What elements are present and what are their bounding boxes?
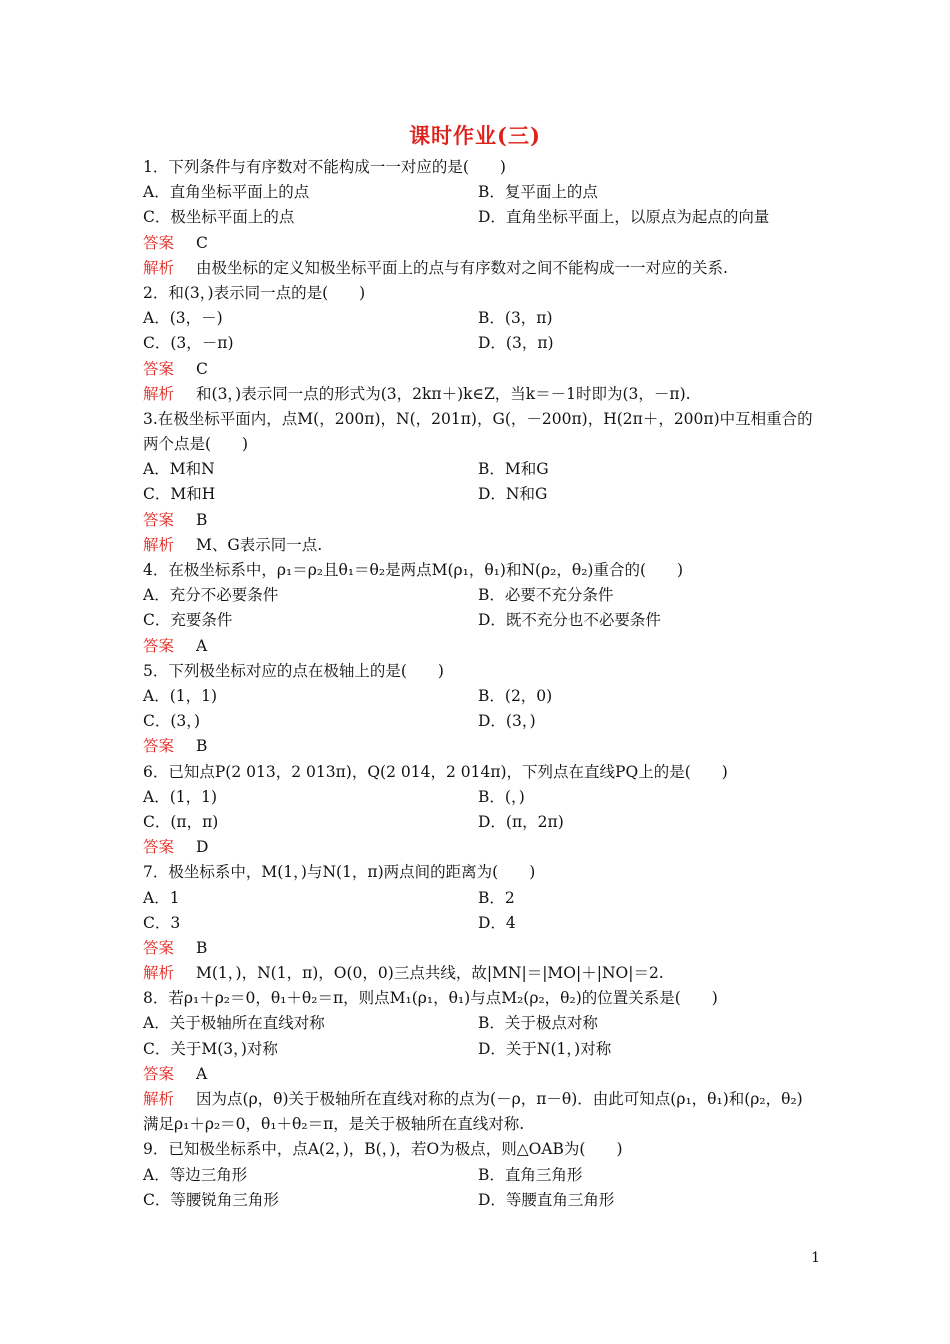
page-number: 1 [811, 1250, 820, 1266]
question-stem: 3.在极坐标平面内，点M(，200π)，N(，201π)，G(，－200π)，H(2π＋，200π)中互相重合的两个点是( ) [143, 409, 813, 454]
option-row [143, 1188, 813, 1213]
answer-line [143, 634, 813, 659]
analysis-tag: 解析 [143, 535, 175, 554]
option-c: C．(3，－π) [143, 334, 234, 353]
analysis-tag: 解析 [143, 258, 175, 277]
option-a: A．(1，1) [143, 787, 218, 806]
option-row [143, 180, 813, 205]
answer-tag: 答案 [143, 359, 175, 378]
option-row [143, 583, 813, 608]
answer-value: B [196, 737, 208, 756]
answer-tag: 答案 [143, 1064, 175, 1083]
option-row [143, 205, 813, 230]
analysis-tag: 解析 [143, 964, 175, 983]
option-b: B．M和G [478, 460, 549, 479]
option-c: C．等腰锐角三角形 [143, 1190, 279, 1209]
analysis-tag: 解析 [143, 1090, 175, 1109]
option-row [143, 886, 813, 911]
question-stem: 4．在极坐标系中，ρ₁＝ρ₂且θ₁＝θ₂是两点M(ρ₁，θ₁)和N(ρ₂，θ₂)重合的( ) [143, 561, 684, 580]
answer-line [143, 231, 813, 256]
answer-value: C [196, 359, 208, 378]
question-list [143, 155, 813, 1213]
question-stem: 9．已知极坐标系中，点A(2，)，B(，)，若O为极点，则△OAB为( ) [143, 1140, 623, 1159]
question-stem: 6．已知点P(2 013，2 013π)，Q(2 014，2 014π)，下列点在直线PQ上的是( ) [143, 762, 728, 781]
option-a: A．M和N [143, 460, 215, 479]
option-c: C．(π，π) [143, 812, 219, 831]
option-row [143, 810, 813, 835]
option-d: D．N和G [478, 485, 548, 504]
analysis-line [143, 382, 813, 407]
option-b: B．(2，0) [478, 687, 553, 705]
option-b: B．关于极点对称 [478, 1014, 598, 1033]
answer-value: B [196, 510, 208, 529]
answer-line [143, 508, 813, 533]
analysis-text: 由极坐标的定义知极坐标平面上的点与有序数对之间不能构成一一对应的关系. [196, 258, 728, 277]
analysis-text: 和(3，)表示同一点的形式为(3，2kπ＋)k∈Z，当k＝－1时即为(3，－π). [196, 384, 691, 403]
option-row [143, 709, 813, 734]
answer-line [143, 734, 813, 759]
option-a: A．(1，1) [143, 687, 218, 705]
option-row [143, 785, 813, 810]
option-b: B．复平面上的点 [478, 183, 598, 202]
option-b: B．(3，π) [478, 309, 553, 328]
option-d: D．既不充分也不必要条件 [478, 611, 661, 630]
answer-value: C [196, 233, 208, 252]
page-title: 课时作业(三) [409, 123, 541, 148]
analysis-line [143, 961, 813, 986]
option-b: B．直角三角形 [478, 1165, 583, 1184]
question-stem: 8．若ρ₁＋ρ₂＝0，θ₁＋θ₂＝π，则点M₁(ρ₁，θ₁)与点M₂(ρ₂，θ₂)的位置关系是( ) [143, 989, 718, 1008]
question-stem: 2．和(3，)表示同一点的是( ) [143, 283, 366, 302]
analysis-text: M(1，)，N(1，π)，O(0，0)三点共线，故|MN|＝|MO|＋|NO|＝2. [196, 964, 664, 983]
analysis-text: M、G表示同一点. [196, 535, 323, 554]
option-c: C．(3，) [143, 712, 201, 731]
option-a: A．充分不必要条件 [143, 586, 279, 605]
answer-tag: 答案 [143, 510, 175, 529]
option-c: C．充要条件 [143, 611, 233, 630]
option-row [143, 608, 813, 633]
answer-value: A [196, 636, 208, 655]
answer-tag: 答案 [143, 233, 175, 252]
option-c: C．3 [143, 913, 181, 932]
option-d: D．等腰直角三角形 [478, 1190, 615, 1209]
analysis-text: 因为点(ρ，θ)关于极轴所在直线对称的点为(－ρ，π－θ)．由此可知点(ρ₁，θ₁)和(ρ₂，θ₂)满足ρ₁＋ρ₂＝0，θ₁＋θ₂＝π，是关于极轴所在直线对称. [143, 1090, 803, 1134]
answer-tag: 答案 [143, 737, 175, 756]
question-stem: 7．极坐标系中，M(1，)与N(1，π)两点间的距离为( ) [143, 863, 536, 882]
answer-line [143, 936, 813, 961]
option-a: A．直角坐标平面上的点 [143, 183, 310, 202]
option-row [143, 1163, 813, 1188]
option-b: B．必要不充分条件 [478, 586, 614, 605]
analysis-line [143, 533, 813, 558]
question-stem: 5．下列极坐标对应的点在极轴上的是( ) [143, 661, 444, 680]
option-c: C．极坐标平面上的点 [143, 208, 295, 227]
option-row [143, 684, 813, 709]
option-d: D．直角坐标平面上，以原点为起点的向量 [478, 208, 770, 227]
option-row [143, 306, 813, 331]
option-d: D．关于N(1，)对称 [478, 1039, 612, 1058]
answer-line [143, 835, 813, 860]
option-a: A．等边三角形 [143, 1165, 248, 1184]
option-row [143, 911, 813, 936]
answer-line [143, 1062, 813, 1087]
option-a: A．关于极轴所在直线对称 [143, 1014, 325, 1033]
option-d: D．(3，) [478, 712, 536, 731]
option-b: B．2 [478, 888, 515, 907]
option-row [143, 1011, 813, 1036]
option-row [143, 331, 813, 356]
answer-value: A [196, 1064, 208, 1083]
option-a: A．(3，－) [143, 309, 223, 328]
question-stem: 1．下列条件与有序数对不能构成一一对应的是( ) [143, 158, 506, 176]
option-row [143, 1037, 813, 1062]
answer-line [143, 357, 813, 382]
option-c: C．M和H [143, 485, 216, 504]
option-b: B．(，) [478, 787, 525, 806]
answer-tag: 答案 [143, 636, 175, 655]
analysis-line [143, 1087, 813, 1137]
analysis-tag: 解析 [143, 384, 175, 403]
answer-tag: 答案 [143, 838, 175, 857]
option-d: D．4 [478, 913, 516, 932]
option-d: D．(π，2π) [478, 812, 564, 831]
analysis-line [143, 256, 813, 281]
option-c: C．关于M(3，)对称 [143, 1039, 278, 1058]
answer-tag: 答案 [143, 938, 175, 957]
option-row [143, 457, 813, 482]
option-a: A．1 [143, 888, 180, 907]
answer-value: B [196, 938, 208, 957]
option-row [143, 482, 813, 507]
option-d: D．(3，π) [478, 334, 554, 353]
answer-value: D [196, 838, 209, 857]
